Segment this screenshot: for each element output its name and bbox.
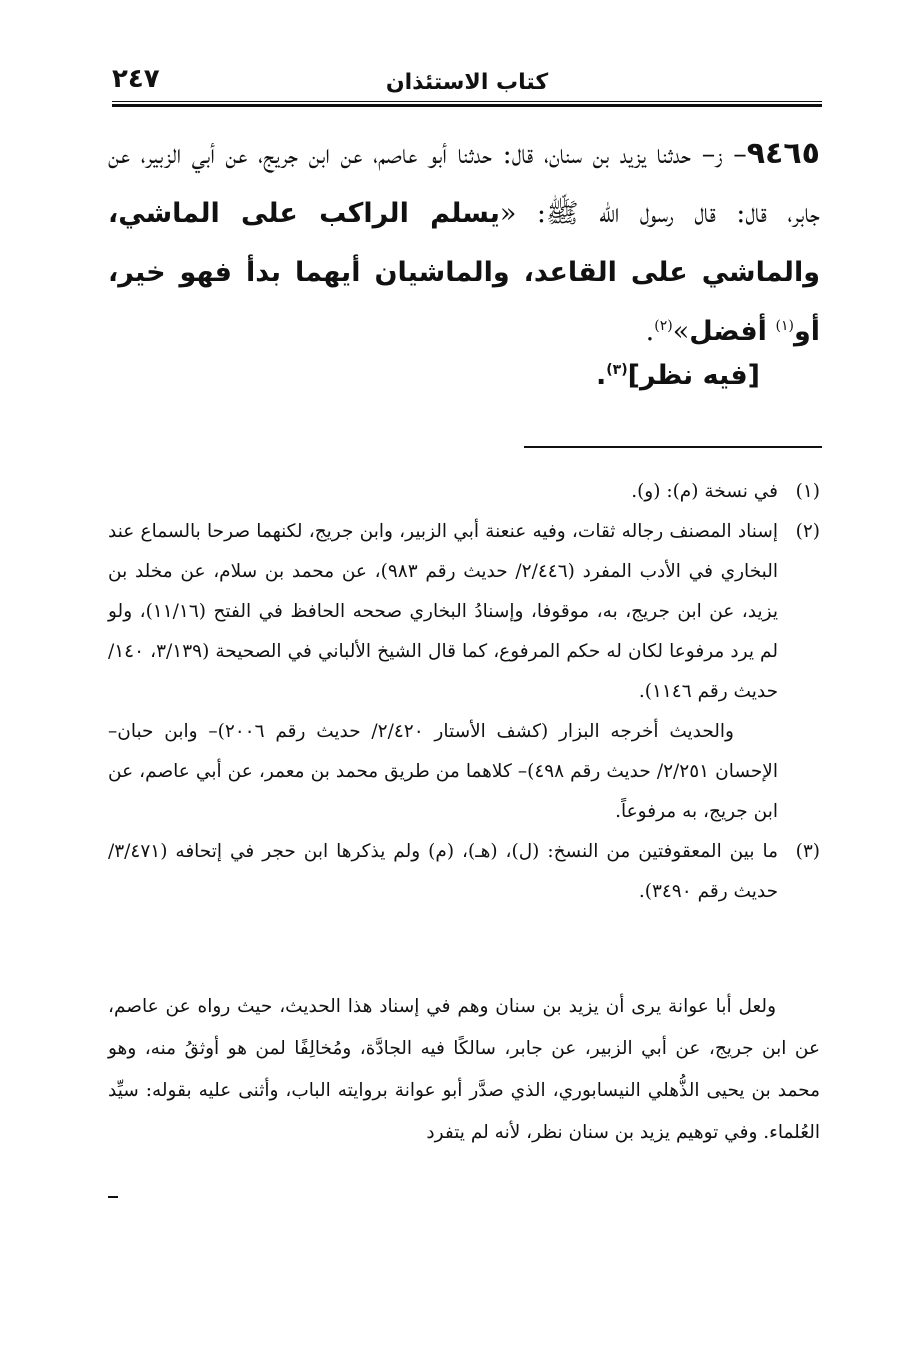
footnote-2: [108, 512, 820, 712]
editor-bracket-note: [596, 360, 760, 391]
hadith-block: [108, 124, 820, 361]
header-rule-thick: [112, 104, 822, 107]
footnote-ref-1: (١): [775, 318, 794, 334]
footnote-ref-3: (٣): [606, 362, 628, 378]
page-header: [112, 60, 822, 100]
bracket-note-text: [فيه نظر]: [627, 360, 760, 391]
bracket-note-period: .: [595, 360, 607, 391]
footnote-separator: [524, 446, 822, 448]
footnote-1-text: في نسخة (م): (و).: [631, 481, 778, 502]
hadith-period: .: [645, 316, 655, 347]
hadith-matn-end: أفضل: [689, 316, 767, 347]
footnote-1: [108, 472, 820, 512]
footnote-2-continuation: والحديث أخرجه البزار (كشف الأستار ٢/٤٢٠/ حديث رقم ٢٠٠٦)– وابن حبان– الإحسان ٢/٢٥١/ حديث رقم ٤٩٨)– كلاهما من طريق محمد بن معمر، عن أبي عاصم، عن ابن جريج، به مرفوعاً.: [108, 721, 778, 822]
footnote-3: [108, 832, 820, 912]
continuation-dash: [108, 1196, 118, 1198]
quote-close: »: [672, 316, 690, 347]
header-rule-thin: [112, 101, 822, 102]
chapter-title: كتاب الاستئذان: [385, 70, 549, 95]
footnote-3-text: ما بين المعقوفتين من النسخ: (ل)، (هـ)، (م) ولم يذكرها ابن حجر في إتحافه (٣/٤٧١/ حديث رقم ٣٤٩٠).: [108, 841, 778, 902]
footnote-3-number: (٣): [795, 841, 820, 862]
commentary-paragraph: ولعل أبا عوانة يرى أن يزيد بن سنان وهم في إسناد هذا الحديث، حيث رواه عن عاصم، عن ابن جريج، عن أبي الزبير، عن جابر، سالكًا فيه الجادَّة، ومُخالِفًا لمن هو أوثقُ منه، وهو محمد بن يحيى الذُّهلي النيسابوري، الذي صدَّر أبو عوانة بروايته الباب، وأثنى عليه بقوله: سيِّد العُلماء. وفي توهيم يزيد بن سنان نظر، لأنه لم يتفرد: [108, 996, 820, 1143]
hadith-isnad: – ز– حدثنا يزيد بن سنان، قال: حدثنا أبو عاصم، عن ابن جريج، عن أبي الزبير، عن جابر، قال: قال رسول الله ﷺ: «: [108, 139, 820, 229]
footnote-ref-2: (٢): [654, 318, 673, 334]
footnote-2-text: إسناد المصنف رجاله ثقات، وفيه عنعنة أبي الزبير، وابن جريج، لكنهما صرحا بالسماع عند البخاري في الأدب المفرد (٢/٤٤٦/ حديث رقم ٩٨٣)، عن محمد بن سلام، عن مخلد بن يزيد، عن ابن جريج، به، موقوفا، وإسنادُ البخاري صححه الحافظ في الفتح (١١/١٦)، ولو لم يرد مرفوعا لكان له حكم المرفوع، كما قال الشيخ الألباني في الصحيحة (٣/١٣٩، ١٤٠/ حديث رقم ١١٤٦).: [108, 521, 778, 702]
page-number: ٢٤٧: [112, 64, 160, 94]
hadith-paragraph: [108, 124, 820, 361]
hadith-matn: يسلم الراكب على الماشي، والماشي على القاعد، والماشيان أيهما بدأ فهو خير، أو: [108, 198, 820, 347]
footnote-2-number: (٢): [795, 521, 820, 542]
hadith-number: ٩٤٦٥: [746, 136, 820, 171]
footnote-1-number: (١): [795, 481, 820, 502]
footnotes-section: [108, 472, 820, 912]
